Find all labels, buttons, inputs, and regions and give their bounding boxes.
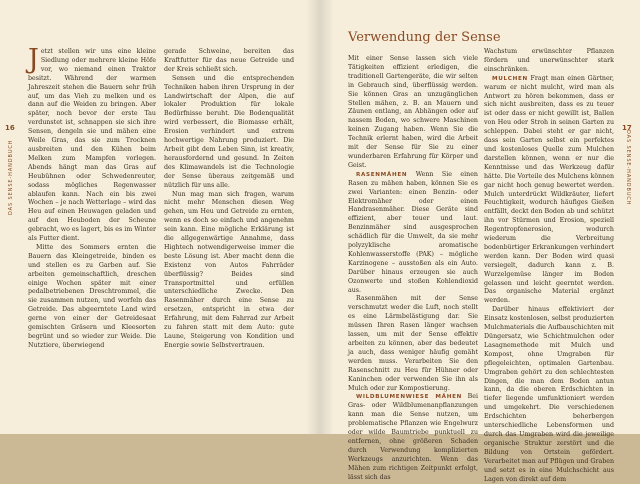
paragraph <box>348 171 478 296</box>
paragraph <box>348 393 478 482</box>
gutter-shadow <box>306 0 320 434</box>
left-column-1 <box>28 44 156 426</box>
paragraph: gerade Schweine, bereiten das Kraftfutter für das neue Getreide und der Kreis schließt sich. <box>164 48 294 73</box>
subheading: WILDBLUMENWIESE MÄHEN <box>356 394 462 401</box>
page-number-left: 16 <box>5 124 15 132</box>
right-column-1 <box>348 55 478 481</box>
right-column-2 <box>484 48 615 483</box>
paragraph-text: Fragt man einen Gärtner, warum er nicht mulcht, wird man als Antwort zu hören bekommen, dass er sich nicht ausbreiten, dass es zu teuer ist oder dass er nicht gewillt ist, Ballen von Heu oder Stroh in seinen Garten zu schleppen. Dabei steht er gar nicht, dass sein Garten selbst ein perfektes und kostenloses Quelle zum Mulchen darstellen können, wenn er nur die Kenntnisse und das Werkzeug dafür hätte. Die Vorteile des Mulchens können gar nicht hoch genug bewertet werden. Mulch unterdrückt Wildkräuter, liefert Feuchtigkeit, wodurch häufiges Gießen entfällt, deckt den Boden ab und schützt ihn vor Stürmen und Erosion, speziell Regentropfenerosion, wodurch wiederum die Verbreitung bodenbürtiger Erkrankungen verhindert werden kann. Der Boden wird quasi versiegelt, dadurch kann z. B. Wurzelgemüse länger im Boden gelassen und leicht geerntet werden. Das organische Material ergänzt werden. <box>484 74 614 305</box>
paragraph: Nun mag man sich fragen, warum nicht mehr Menschen diesen Weg gehen, um Heu und Getreide zu ernten, wenn es doch so einfach und angenehm sein kann. Eine mögliche Erklärung ist die allgegenwärtige Annahme, dass Hightech notwendigerweise immer die beste Lösung ist. Aber macht denn die Existenz von Autos Fahrräder überflüssig? Beides sind Transportmittel und erfüllen unterschiedliche Zwecke. Den Rasenmäher durch eine Sense zu ersetzen, entspricht in etwa der Erfahrung, mit dem Fahrrad zur Arbeit zu fahren statt mit dem Auto: gute Laune, Steigerung von Kondition und Energie sowie Selbstvertrauen. <box>164 190 294 349</box>
section-heading: Verwendung der Sense <box>348 30 501 45</box>
paragraph: Mit einer Sense lassen sich viele Tätigkeiten effizient erledigen, die traditionell Gartengeräte, die wir selten in Gebrauch sind, überflüssig werden. Sie können Gras an unzugänglichen Stellen mähen, z. B. an Mauern und Zäunen entlang, an Abhängen oder auf nassem Boden, wo schwere Maschinen keinen Zugang haben. Wenn Sie die Technik erlernt haben, wird die Arbeit mit der Sense für Sie zu einer wunderbaren Erfahrung für Körper und Geist. <box>348 55 478 169</box>
drop-cap: J <box>28 44 39 75</box>
left-column-2 <box>164 48 294 426</box>
paragraph: Sensen und die entsprechenden Techniken haben ihren Ursprung in der Landwirtschaft der Alpen, die auf lokaler Produktion für lokale Bedürfnisse beruht. Die Bodenqualität wird verbessert, die Biomasse erhält, Erosion verhindert und extrem hochwertige Nahrung produziert. Die Arbeit gibt dem Leben Sinn, ist kreativ, herausfordernd und gesund. In Zeiten des Klimawandels ist die Technologie der Sense überaus zeitgemäß und nützlich für uns alle. <box>164 74 294 189</box>
paragraph: Darüber hinaus effektiviert der Einsatz kostenlosen, selbst produzierten Mulchmaterials die Aufbauschichten mit Düngersatz, wie Schichtmulchen oder Lasagnemethode mit Mulch und Kompost, ohne Umgraben für pflegeleichten, optimalen Gartenbau. Umgraben gehört zu den schlechtesten Dingen, die man dem Boden antun kann, da die oberen Erdschichten in tiefer liegende umfunktioniert werden und umgekehrt. Die verschiedenen Erdschichten beherbergen unterschiedliche Lebensformen und durch das Umgraben wird die jeweilige organische Struktur zerstört und die Bildung von Ortstein gefördert. Verarbeitet man auf Pflügen und Graben und setzt es in eine Mulchschicht aus Lagen von direkt auf dem <box>484 306 615 483</box>
paragraph: Rasenmähen mit der Sense verschmutzt weder die Luft, noch stellt es eine Lärmbelästigung dar. Sie müssen Ihren Rasen länger wachsen lassen, um mit der Sense effektiv arbeiten zu können, aber das bedeutet ja auch, dass weniger häufig gemäht werden muss. Verarbeiten Sie den Rasenschnitt zu Heu für Hühner oder Kaninchen oder verwenden Sie ihn als Mulch oder zur Kompostierung. <box>348 295 478 392</box>
running-head-right: DAS SENSE-HANDBUCH <box>625 130 631 206</box>
paragraph-text: Bei Gras- oder Wildblumenanpflanzungen kann man die Sense nutzen, um problematische Pflanzen wie Engelwurz oder wilde Baumtriebe punktuell zu entfernen, ohne größeren Schaden durch Verwendung komplizierten Werkzeugs anzurichten. Wenn das Mähen zum richtigen Zeitpunkt erfolgt, lässt sich das <box>348 393 478 481</box>
paragraph-text: Wenn Sie einen Rasen zu mähen haben, können Sie es zwei Varianten: einen Benzin- oder Elektromäher oder einen Handrasenmäher. Diese Geräte sind effizient, aber teuer und laut. Benzinmäher sind ausgesprochen schädlich für die Umwelt, da sie mehr polyzyklische aromatische Kohlenwasserstoffe (PAK) – mögliche Karzinogene – ausstoßen als ein Auto. Darüber hinaus erzeugen sie auch Ozonwerte und stoßen Kohlendioxid aus. <box>348 170 478 294</box>
page-number-right: 17 <box>622 124 632 132</box>
running-head-left: DAS SENSE-HANDBUCH <box>8 139 14 215</box>
paragraph: Mitte des Sommers ernten die Bauern das Kleingetreide, binden es und stellen es zu Garben auf. Sie arbeiten gemeinschaftlich, dreschen einige Wochen später mit einer pedalbetriebenen Dreschtrommel, die sie zusammen nutzen, und worfeln das Getreide. Das abgeerntete Land wird gerne von einer der Getreidesaat gemischten Gräsern und Kleesorten begrünt und so wieder zur Weide. Die Nutztiere, überwiegend <box>28 243 156 349</box>
paragraph <box>484 75 614 307</box>
subheading: RASENMÄHEN <box>356 171 408 178</box>
paragraph <box>28 44 156 244</box>
paragraph-text: etzt stellen wir uns eine kleine Siedlung oder mehrere kleine Höfe vor, wo niemand einen Traktor besitzt. Während der warmen Jahreszeit stehen die Bauern sehr früh auf, um das Vieh zu melken und es dann auf die Weiden zu bringen. Aber später, noch bevor der erste Tau verdunstet ist, schnappen sie sich ihre Sensen, dengeln sie und mähen eine Weile Gras, das sie zum Trocknen ausbreiten und den Kühen beim Melken zum Mampfen vorlegen. Abends hängt man das Gras auf Heubühnen oder Schwedenreuter, sodass mögliches Regenwasser ablaufen kann. Nach ein bis zwei Wochen – je nach Wetterlage – wird das Heu auf einen Heuwagen geladen und auf den Heuboden der Scheune gebracht, wo es lagert, bis es im Winter als Futter dient. <box>28 48 156 243</box>
paragraph: Wachstum erwünschter Pflanzen fördern und unerwünschter stark einschränken. <box>484 48 614 73</box>
gutter-shadow <box>320 0 334 434</box>
subheading: MULCHEN <box>492 75 528 82</box>
